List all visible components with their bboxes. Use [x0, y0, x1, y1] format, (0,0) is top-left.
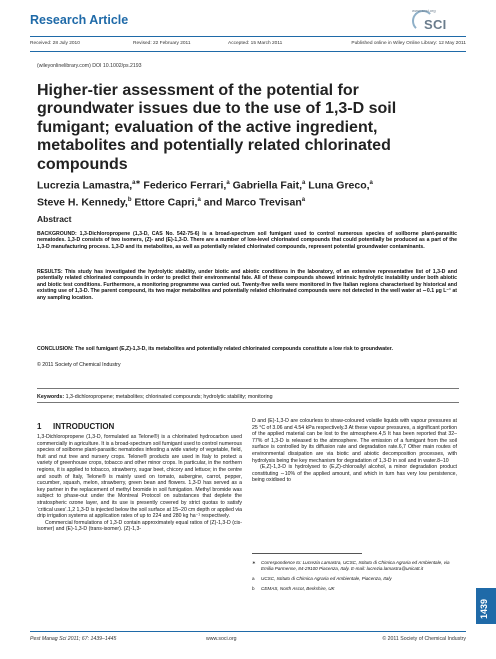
author-affil: a: [301, 196, 306, 203]
header-rule: [30, 36, 466, 37]
doi-line: (wileyonlinelibrary.com) DOI 10.1002/ps.2193: [37, 63, 142, 69]
footnote-rule: [252, 553, 362, 554]
abstract-background: [37, 231, 457, 250]
keywords-bottom-rule: [37, 402, 459, 403]
footnote-text: Correspondence to: Lucrezia Lamastra, UCSC, Istituto di Chimica Agraria ed Ambientale, via Emilia Parmense, 84-29100 Piacenza, Italy. E-mail: lucrezia.lamastra@unicatt.it: [261, 560, 450, 571]
body-paragraph: (E,Z)-1,3-D is hydrolysed to (E,Z)-chloroallyl alcohol, a minor degradation product constituting ∼10% of the applied amount, and which in turn has very low persistence, being oxidised to: [252, 464, 457, 484]
abstract-results: [37, 269, 457, 301]
section-label: Research Article: [30, 13, 129, 27]
keywords-label: Keywords:: [37, 394, 65, 400]
footer-copyright: © 2011 Society of Chemical Industry: [382, 636, 466, 642]
author-affil: a: [302, 180, 306, 186]
author-affil: a∗: [132, 180, 141, 186]
journal-citation: [30, 636, 116, 642]
keywords: [37, 394, 457, 400]
results-text: This study has investigated the hydrolytic stability, under biotic and abiotic conditions in the laboratory, of an extensive representative list of 1,3-D and potentially related chlorinated compounds in order to predict their environmental fate. All of these compounds showed intrinsic hydrolytic instability under both abiotic and biotic test conditions. Furthermore, a monitoring programme was carried out. Twenty-five wells were monitored in five Italian regions characterised by historical and existing use of 1,3-D. The parent compound, its two major metabolites and potentially related chlorinated compounds were not detected in the well water at ∼0.1 µg L⁻¹ at any sampling location.: [37, 269, 457, 301]
author-affil: a: [369, 180, 373, 186]
accepted-date: Accepted: 15 March 2011: [228, 41, 283, 46]
footnote-text: UCSC, Istituto di Chimica Agraria ed Ambientale, Piacenza, Italy: [261, 576, 392, 581]
correspondence-footnote: [252, 560, 457, 572]
author-name: Luna Greco,: [305, 179, 370, 192]
conclusion-label: CONCLUSION:: [37, 346, 74, 352]
footnotes: [252, 560, 457, 596]
section-number: 1: [37, 422, 42, 431]
author-name: Ettore Capri,: [131, 196, 198, 208]
journal-citation-text: Pest Manag Sci 2011; 67: 1439–1445: [30, 636, 117, 642]
abstract-heading: Abstract: [37, 214, 72, 224]
article-title: Higher-tier assessment of the potential for groundwater issues due to the use of 1,3-D soil fumigant; evaluation of the active ingredient, metabolites and potentially related chlorinated compounds: [37, 82, 397, 173]
logo-small-text: www.soci.org: [412, 8, 436, 13]
affiliation-b-footnote: [252, 586, 457, 592]
section-title: INTRODUCTION: [53, 422, 115, 431]
background-label: BACKGROUND:: [37, 231, 77, 237]
background-text: 1,3-Dichloropropene (1,3-D, CAS No. 542-75-6) is a broad-spectrum soil fumigant used to control numerous species of soilborne plant-parasitic nematodes. 1,3-D consists of two isomers, (Z)- and (E)-1,3-D. There are a number of low-level chlorinated compounds that could potentially be produced as a part of the 1,3-D manufacturing process. 1,3-D and its metabolites, as well as potentially related chlorinated compounds, represent potential groundwater contaminants.: [37, 231, 457, 250]
logo-text: SCI: [424, 17, 447, 32]
body-paragraph: 1,3-Dichloropropene (1,3-D, formulated as Telone®) is a chlorinated hydrocarbon used commercially in agriculture. It is a broad-spectrum soil fumigant used to control numerous species of soilborne plant-parasitic nematodes infesting a wide variety of vegetable, field, fruit and nut tree and nursery crops. Telone® products are used in Italy to protect a variety of greenhouse crops, tobacco and other minor crops. In particular, in the northern regions, it is applied to tobacco, strawberry, sugar beet, chicory and lettuce; in the centre and south of Italy, Telone® is mainly used on tomato, aubergine, carrot, pepper, cucumber, squash, melon, strawberry, green bean and flowers. 1,3-D has served as a key partner in the replacement of methyl bromide in soil fumigation. Methyl bromide was subject to phase-out under the Montreal Protocol on substances that deplete the stratospheric ozone layer, and its use is presently covered by strict quotas to satisfy ‘critical uses’.1,2 1,3-D is injected below the soil surface at 15–20 cm depth or applied via drip irrigation systems at application rates of up to 224 and 280 kg ha⁻¹ respectively.: [37, 434, 242, 520]
author-affil: a: [197, 196, 201, 203]
author-list: [37, 176, 457, 209]
author-name: Gabriella Fait,: [229, 179, 303, 192]
footnote-marker: a: [252, 576, 255, 581]
section-heading: [37, 422, 114, 431]
results-label: RESULTS:: [37, 269, 63, 275]
author-name: Lucrezia Lamastra,: [37, 179, 133, 192]
author-name: Steve H. Kennedy,: [37, 196, 128, 208]
page-number-tab: [476, 588, 496, 624]
author-affil: a: [226, 180, 230, 186]
society-url: www.soci.org: [206, 636, 237, 642]
abstract-copyright: © 2011 Society of Chemical Industry: [37, 362, 121, 368]
abstract-conclusion: [37, 346, 457, 352]
received-date: Received: 28 July 2010: [30, 41, 80, 46]
author-name: and Marco Trevisan: [200, 196, 302, 208]
body-column-right: [252, 418, 457, 484]
dates-rule: [30, 51, 466, 52]
footnote-marker: ∗: [252, 560, 256, 565]
footnote-marker: b: [252, 586, 255, 591]
page-footer: [30, 636, 466, 646]
affiliation-a-footnote: [252, 576, 457, 582]
article-dates: [30, 41, 466, 51]
body-paragraph: Commercial formulations of 1,3-D contain approximately equal ratios of (Z)-1,3-D (cis-isomer) and (E)-1,3-D (trans-isomer). (Z)-1,3-: [37, 519, 242, 533]
author-name: Federico Ferrari,: [140, 179, 227, 192]
keywords-top-rule: [37, 388, 459, 389]
published-date: Published online in Wiley Online Library: 12 May 2011: [351, 41, 466, 46]
conclusion-text: The soil fumigant (E,Z)-1,3-D, its metabolites and potentially related chlorinated compounds constitute a low risk to groundwater.: [73, 346, 393, 352]
body-paragraph: D and (E)-1,3-D are colourless to straw-coloured volatile liquids with vapour pressures at 25 °C of 3.06 and 4.54 kPa respectively.3 At these vapour pressures, a significant portion of the applied material can be lost to the atmosphere.4,5 It has been reported that 32–77% of 1,3-D is released to the atmosphere. The emission of a fumigant from the soil surface is controlled by its diffusion rate and degradation rate.6,7 Other main routes of environmental dissipation are via biotic and abiotic decomposition processes, with hydrolysis being the key mechanism for degradation of 1,3-D in soil and in water.8–10: [252, 418, 457, 464]
body-column-left: [37, 434, 242, 533]
revised-date: Revised: 22 February 2011: [133, 41, 191, 46]
author-affil: b: [127, 196, 132, 203]
keywords-text: 1,3-dichloropropene; metabolites; chlorinated compounds; hydrolytic stability; monitoring: [64, 394, 273, 400]
sci-logo: [410, 8, 466, 34]
footnote-text: CEMAS, North Ascot, Berkshire, UK: [261, 586, 335, 591]
footer-rule: [30, 631, 466, 632]
page-number: 1439: [479, 598, 489, 619]
